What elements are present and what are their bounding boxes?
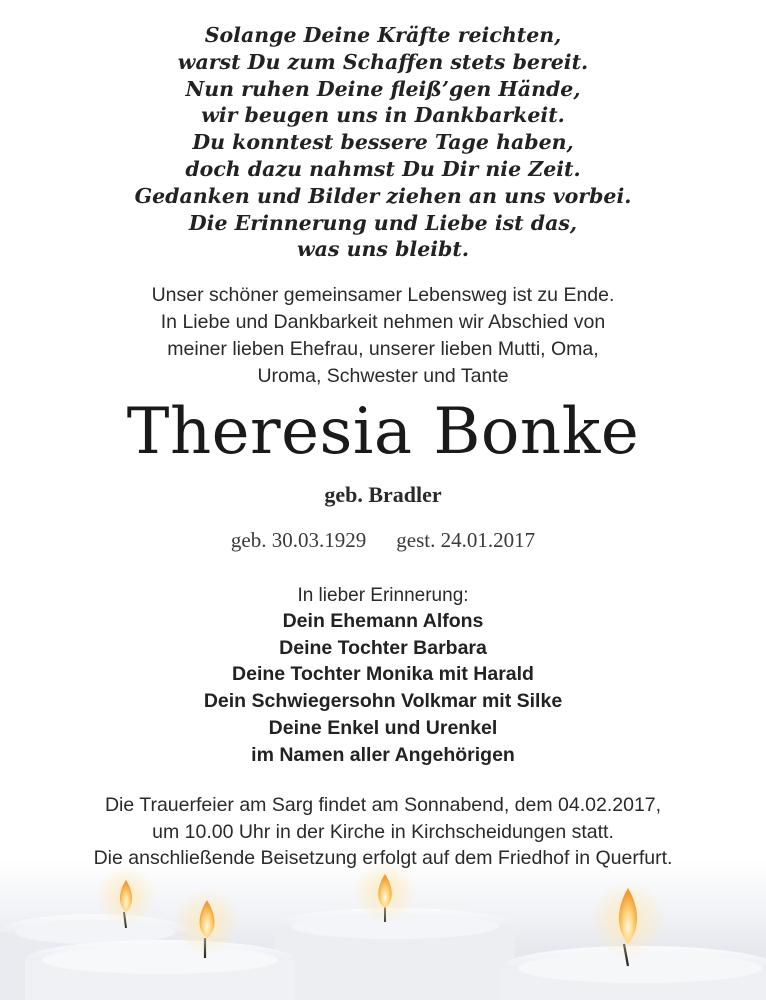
- mourner: Dein Schwiegersohn Volkmar mit Silke: [203, 690, 563, 713]
- death-date: gest. 24.01.2017: [396, 528, 536, 552]
- candles-image: [0, 860, 766, 1000]
- memory-heading: In lieber Erinnerung:: [297, 585, 469, 606]
- poem-line: Nun ruhen Deine fleiß’gen Hände,: [185, 76, 581, 101]
- farewell-text: [0, 282, 766, 390]
- poem-line: warst Du zum Schaffen stets bereit.: [177, 49, 589, 74]
- mourner: Deine Enkel und Urenkel: [268, 716, 498, 739]
- poem-line: wir beugen uns in Dankbarkeit.: [201, 103, 565, 128]
- poem-line: doch dazu nahmst Du Dir nie Zeit.: [185, 156, 581, 181]
- mourners-list: [0, 608, 766, 768]
- mourner: Dein Ehemann Alfons: [282, 610, 484, 632]
- funeral-notice: [0, 792, 766, 872]
- funeral-line: Die anschließende Beisetzung erfolgt auf dem Friedhof in Querfurt.: [93, 847, 673, 869]
- mourner: im Namen aller Angehörigen: [251, 743, 515, 766]
- poem-line: Die Erinnerung und Liebe ist das,: [188, 210, 578, 235]
- farewell-line: Uroma, Schwester und Tante: [257, 365, 509, 387]
- farewell-line: meiner lieben Ehefrau, unserer lieben Mutti, Oma,: [167, 338, 599, 360]
- mourner: Deine Tochter Monika mit Harald: [232, 663, 534, 686]
- deceased-name: Theresia Bonke: [126, 395, 640, 469]
- farewell-line: Unser schöner gemeinsamer Lebensweg ist zu Ende.: [151, 284, 615, 306]
- funeral-line: Die Trauerfeier am Sarg findet am Sonnabend, dem 04.02.2017,: [104, 794, 662, 816]
- poem-line: Du konntest bessere Tage haben,: [192, 130, 574, 155]
- funeral-line: um 10.00 Uhr in der Kirche in Kirchscheidungen statt.: [152, 820, 614, 843]
- maiden-name: geb. Bradler: [324, 482, 442, 507]
- farewell-line: In Liebe und Dankbarkeit nehmen wir Abschied von: [160, 311, 606, 333]
- mourner: Deine Tochter Barbara: [279, 636, 487, 659]
- poem-line: Solange Deine Kräfte reichten,: [204, 23, 562, 47]
- birth-date: geb. 30.03.1929: [230, 528, 367, 552]
- poem-line: Gedanken und Bilder ziehen an uns vorbei.: [134, 183, 632, 208]
- life-dates: [0, 524, 766, 556]
- poem: [0, 22, 766, 263]
- poem-line: was uns bleibt.: [297, 237, 469, 262]
